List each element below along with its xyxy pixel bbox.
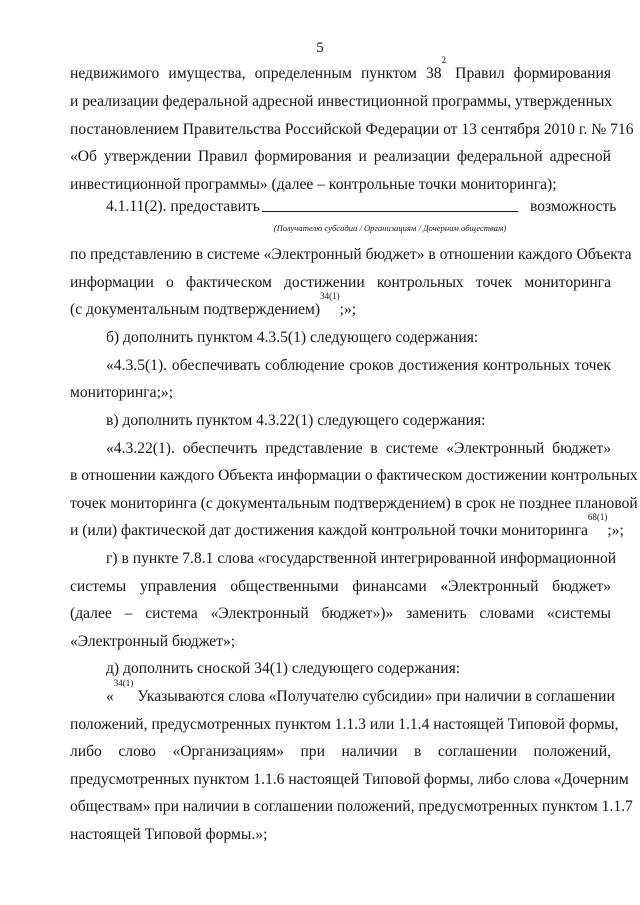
text-line: мониторинга;»; [70, 384, 174, 401]
text-line: инвестиционной программы» (далее – контрольные точки мониторинга); [70, 176, 557, 193]
page-number: 5 [316, 40, 324, 56]
text-line: положений, предусмотренных пунктом 1.1.3 или 1.1.4 настоящей Типовой формы, [70, 716, 619, 733]
text-line: «Об утверждении Правил формирования и реализации федеральной адресной [70, 148, 611, 165]
footnote-ref: 2 [441, 55, 447, 65]
text-line: информации о фактическом достижении контрольных точек мониторинга [70, 274, 611, 291]
text-line: (с документальным подтверждением)$^{34(1)}$;»; [70, 291, 357, 318]
text-line: б) дополнить пунктом 4.3.5(1) следующего содержания: [106, 329, 479, 346]
text-word: возможность [530, 198, 617, 215]
footnote-ref: 34(1) [113, 678, 134, 688]
text-line: недвижимого имущества, определенным пунктом $38^2$ Правил формирования [70, 55, 611, 82]
text-line: и реализации федеральной адресной инвестиционной программы, утвержденных [70, 93, 613, 110]
text-line: «Электронный бюджет»; [70, 633, 236, 650]
text-line: настоящей Типовой формы.»; [70, 826, 268, 843]
footnote-ref: 68(1) [587, 512, 608, 522]
text-line: «4.3.22(1). обеспечить представление в системе «Электронный бюджет» [106, 440, 611, 457]
text-line: в) дополнить пунктом 4.3.22(1) следующего содержания: [106, 412, 486, 429]
text-line: «$^{34(1)}$ Указываются слова «Получателю субсидии» при наличии в соглашении [106, 678, 615, 705]
text-line: (далее – система «Электронный бюджет»)» заменить словами «системы [70, 605, 611, 622]
footnote-ref: 34(1) [320, 291, 340, 301]
text-line: либо слово «Организациям» при наличии в соглашении положений, [70, 743, 611, 760]
text-line: обществам» при наличии в соглашении положений, предусмотренных пунктом 1.1.7 [70, 798, 633, 815]
text-line: «4.3.5(1). обеспечивать соблюдение сроков достижения контрольных точек [106, 357, 611, 374]
text-line: предусмотренных пунктом 1.1.6 настоящей Типовой формы, либо слова «Дочерним [70, 771, 629, 788]
blank-caption: (Получателю субсидии / Организациям / Дочерним обществам) [273, 223, 507, 233]
text-line: и (или) фактической дат достижения каждой контрольной точки мониторинга$^{68(1)}$;»; [70, 512, 624, 539]
text-line: в отношении каждого Объекта информации о фактическом достижении контрольных [70, 467, 638, 484]
text-line: д) дополнить сноской 34(1) следующего содержания: [106, 660, 461, 677]
fill-in-blank [262, 211, 518, 212]
text-line: постановлением Правительства Российской Федерации от 13 сентября 2010 г. № 716 [70, 121, 634, 138]
text-line: системы управления общественными финансами «Электронный бюджет» [70, 578, 611, 595]
text-line: по представлению в системе «Электронный бюджет» в отношении каждого Объекта [70, 246, 632, 263]
text-line: г) в пункте 7.8.1 слова «государственной интегрированной информационной [106, 550, 617, 567]
text-line: 4.1.11(2). предоставить [106, 198, 260, 215]
text-line: точек мониторинга (с документальным подтверждением) в срок не позднее плановой [70, 495, 638, 512]
